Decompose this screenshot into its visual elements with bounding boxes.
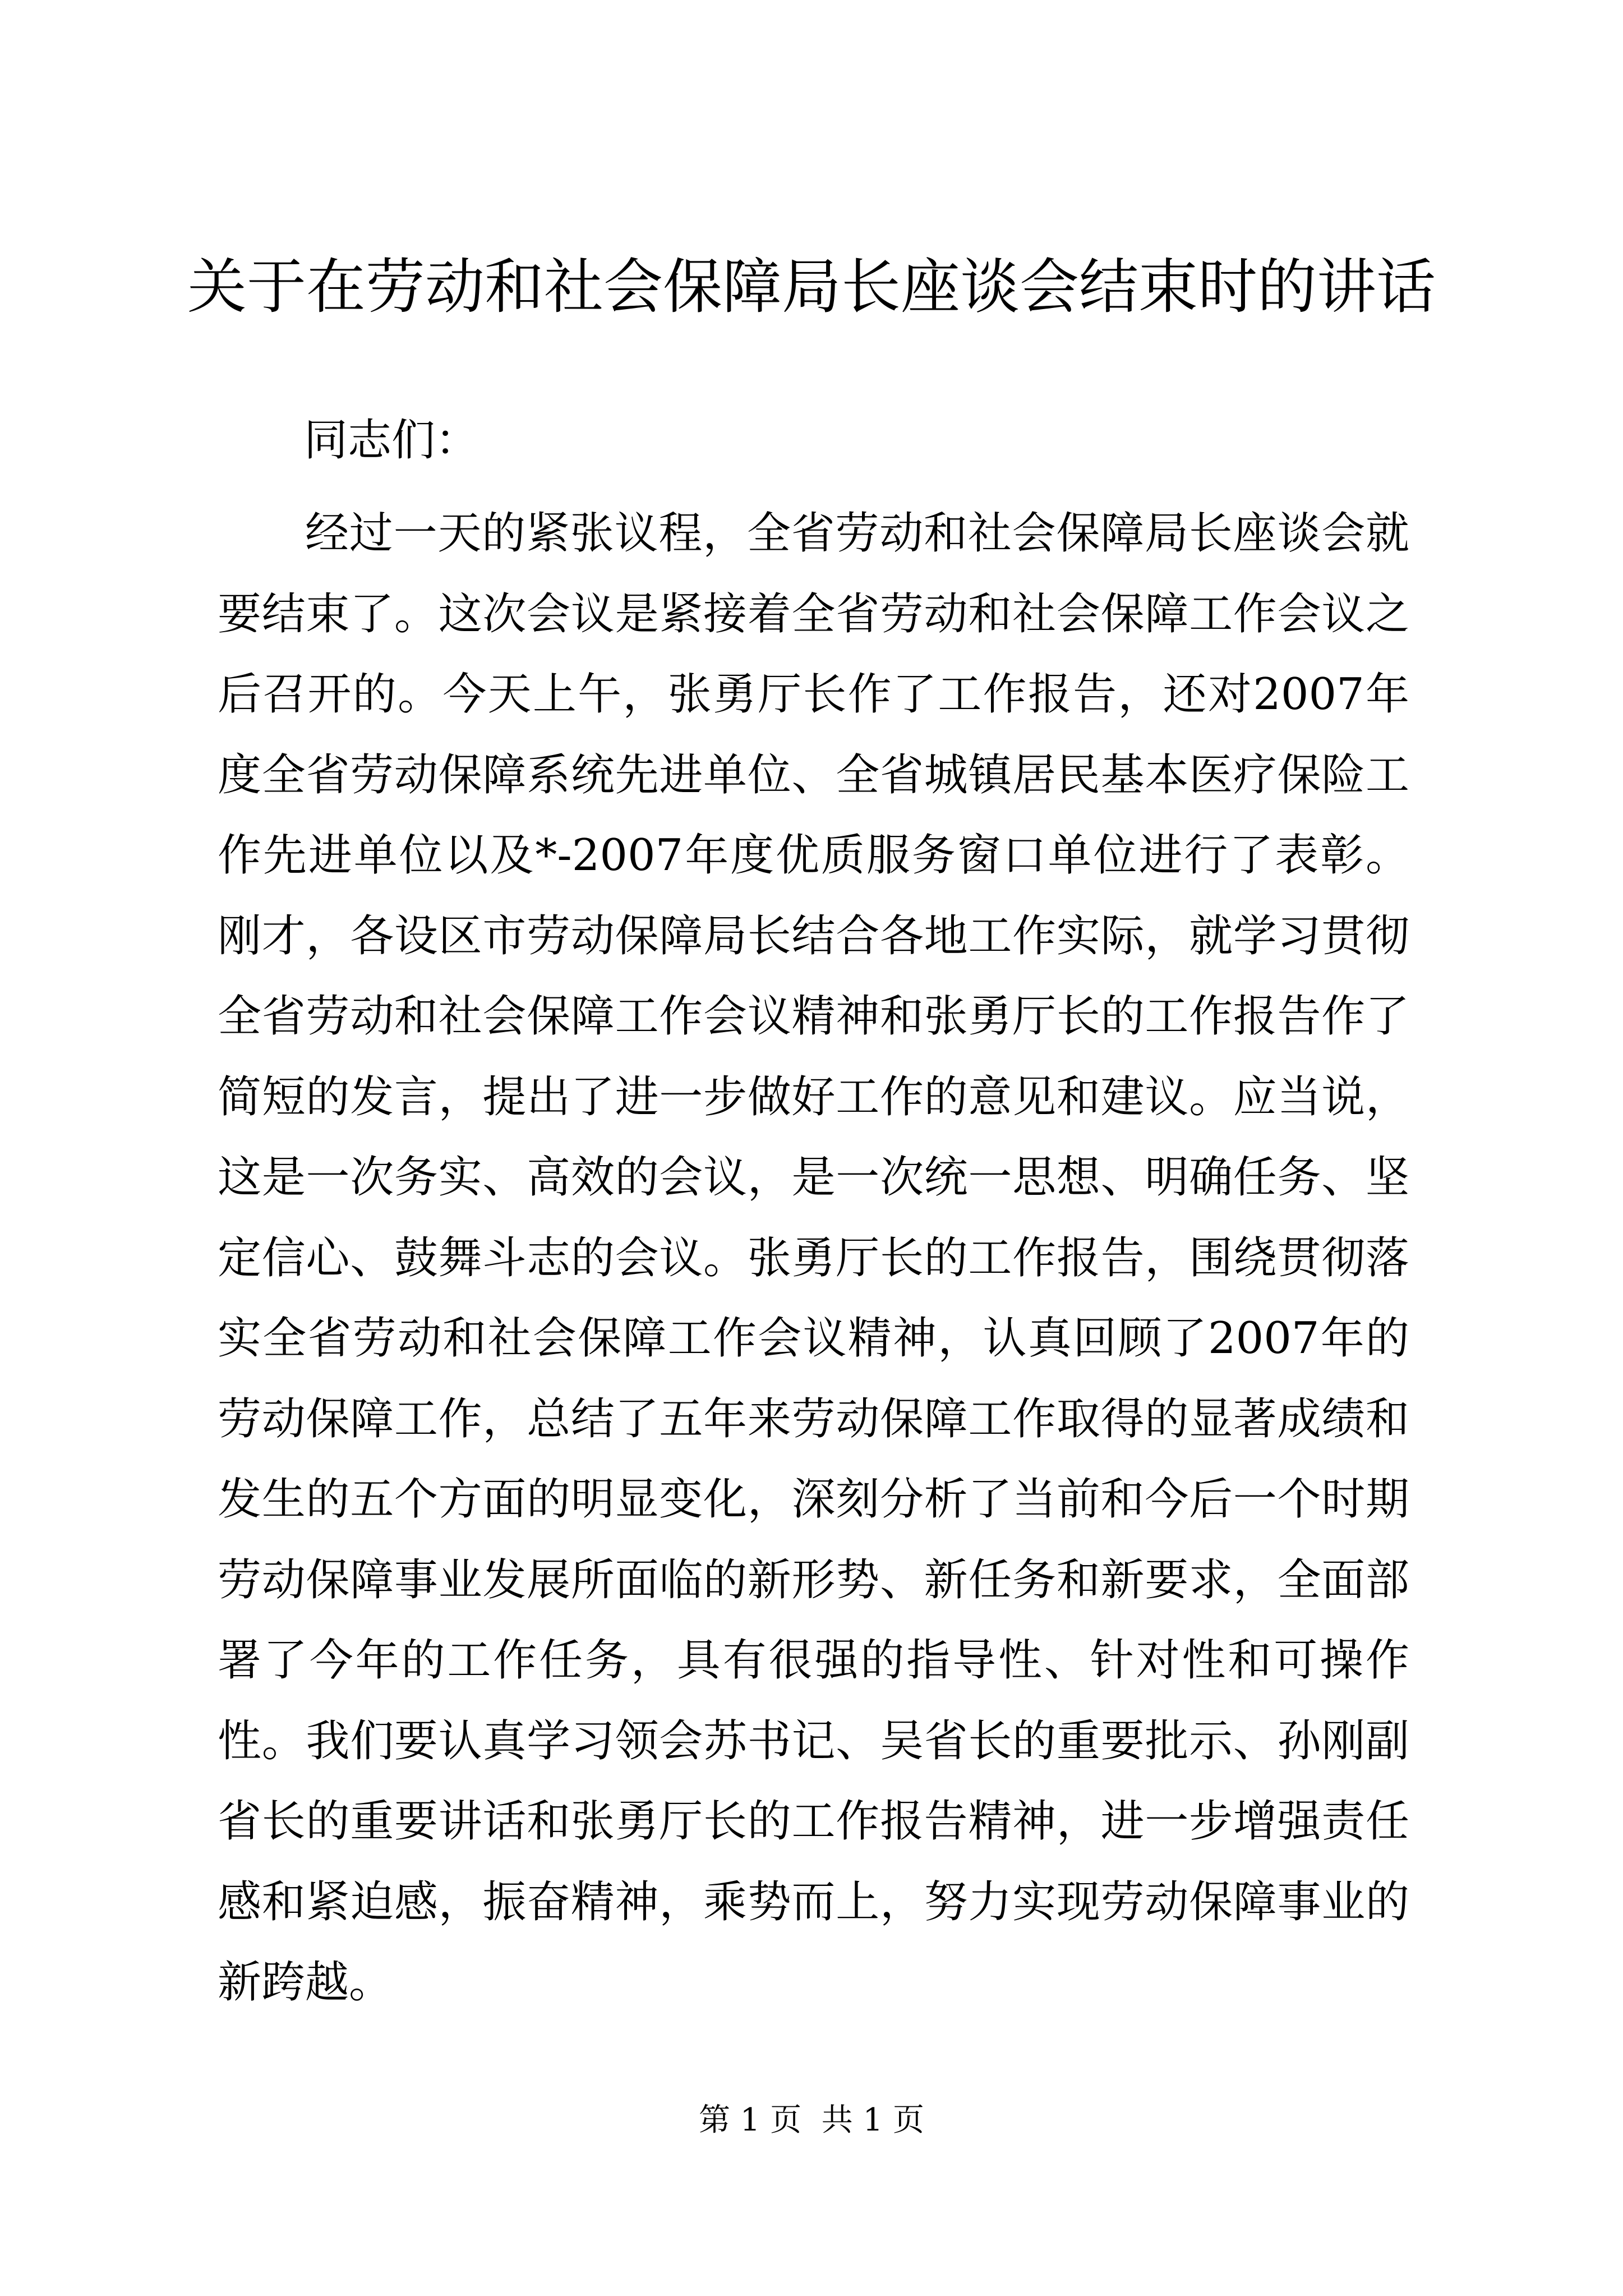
page-footer [0, 2101, 1623, 2140]
page-number-label: 第 1 页 共 1 页 [698, 2102, 925, 2138]
body-paragraph: 经过一天的紧张议程，全省劳动和社会保障局长座谈会就要结束了。这次会议是紧接着全省劳动和社会保障工作会议之后召开的。今天上午，张勇厅长作了工作报告，还对2007年度全省劳动保障系统先进单位、全省城镇居民基本医疗保险工作先进单位以及*-2007年度优质服务窗口单位进行了表彰。刚才，各设区市劳动保障局长结合各地工作实际，就学习贯彻全省劳动和社会保障工作会议精神和张勇厅长的工作报告作了简短的发言，提出了进一步做好工作的意见和建议。应当说，这是一次务实、高效的会议，是一次统一思想、明确任务、坚定信心、鼓舞斗志的会议。张勇厅长的工作报告，围绕贯彻落实全省劳动和社会保障工作会议精神，认真回顾了2007年的劳动保障工作，总结了五年来劳动保障工作取得的显著成绩和发生的五个方面的明显变化，深刻分析了当前和今后一个时期劳动保障事业发展所面临的新形势、新任务和新要求，全面部署了今年的工作任务，具有很强的指导性、针对性和可操作性。我们要认真学习领会苏书记、吴省长的重要批示、孙刚副省长的重要讲话和张勇厅长的工作报告精神，进一步增强责任感和紧迫感，振奋精神，乘势而上，努力实现劳动保障事业的新跨越。 [218, 508, 1409, 2008]
salutation: 同志们： [304, 415, 479, 466]
document-title: 关于在劳动和社会保障局长座谈会结束时的讲话 [187, 252, 1436, 321]
